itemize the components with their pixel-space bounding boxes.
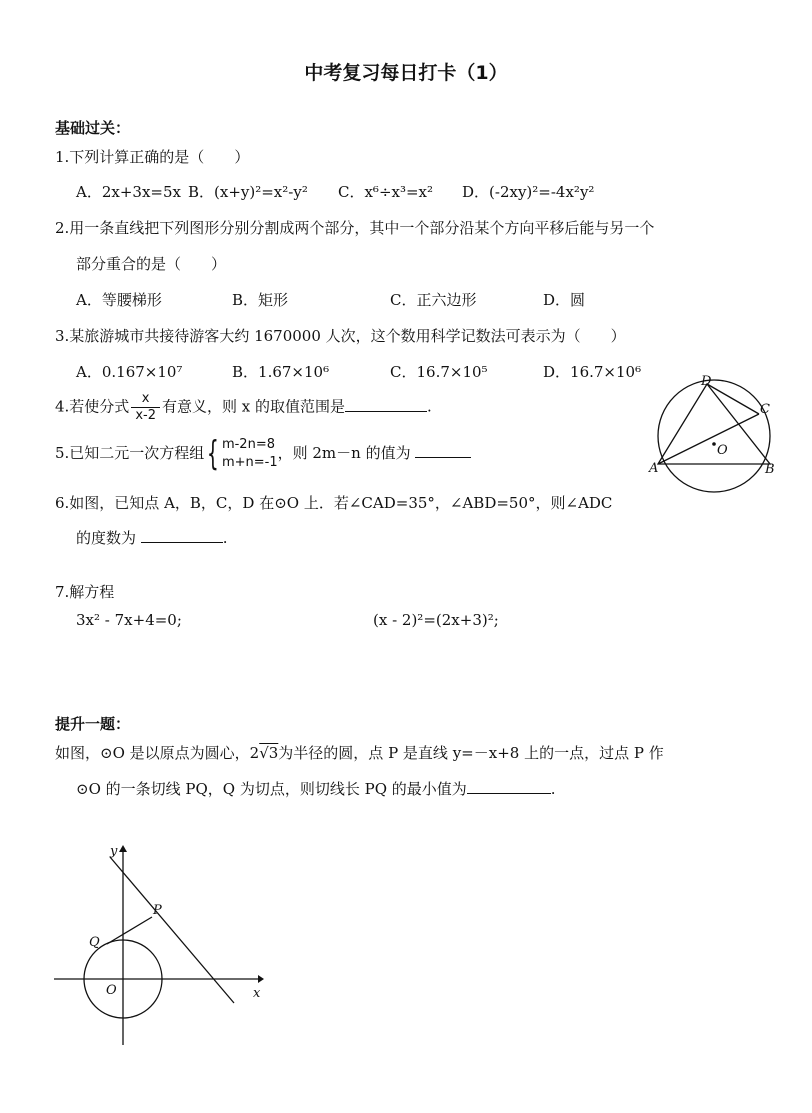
q3-option-c: C．16.7×10⁵ <box>390 363 488 381</box>
label-d: D <box>701 374 712 389</box>
q3-option-d: D．16.7×10⁶ <box>543 363 642 381</box>
q4-suffix: 有意义，则 x 的取值范围是 <box>161 397 345 416</box>
q8-end: . <box>550 780 556 798</box>
line-y-neg-x-plus-8 <box>110 857 234 1003</box>
q2-option-b: B．矩形 <box>232 291 289 309</box>
label-q: Q <box>89 935 100 950</box>
q1-option-c: C．x⁶÷x³=x² <box>338 183 434 201</box>
label-o2: O <box>106 983 117 998</box>
q4-prefix: 4.若使分式 <box>55 397 130 416</box>
label-o: O <box>717 443 728 458</box>
label-y: y <box>110 844 118 859</box>
circle-figure <box>648 372 788 508</box>
q8-line1-c: 为半径的圆，点 P 是直线 y=－x+8 上的一点，过点 P 作 <box>278 744 664 762</box>
label-a: A <box>649 461 659 476</box>
y-axis-arrow <box>119 845 127 852</box>
q2-option-c: C．正六边形 <box>390 291 477 309</box>
q1-option-d: D．(-2xy)²=-4x²y² <box>462 183 595 201</box>
q5-prefix: 5.已知二元一次方程组 <box>55 444 205 462</box>
chord-dc <box>707 384 759 414</box>
q8-sqrt3: √3 <box>259 744 279 762</box>
q6-answer-blank[interactable] <box>141 528 223 543</box>
section-advanced-heading: 提升一题： <box>55 715 131 733</box>
q5-brace: { <box>207 434 220 474</box>
q5-suffix: ，则 2m－n 的值为 <box>277 444 411 462</box>
section-basic-heading: 基础过关： <box>55 119 131 137</box>
q7-equation-2: (x - 2)²=(2x+3)²; <box>373 611 499 629</box>
q5-answer-blank[interactable] <box>415 443 471 458</box>
q3-option-a: A．0.167×10⁷ <box>76 363 183 381</box>
x-axis-arrow <box>258 975 264 983</box>
q8-line1-a: 如图，⊙O 是以原点为圆心，2 <box>55 744 260 762</box>
q3-stem: 3.某旅游城市共接待游客大约 1670000 人次，这个数用科学记数法可表示为（ ） <box>55 327 626 345</box>
coordinate-figure <box>50 840 270 1050</box>
q1-option-a: A．2x+3x=5x <box>76 183 181 201</box>
q2-option-a: A．等腰梯形 <box>76 291 162 309</box>
q1-stem: 1.下列计算正确的是（ ） <box>55 148 250 166</box>
q6-line2 <box>76 527 228 548</box>
label-b: B <box>765 462 775 477</box>
q4-numerator: x <box>131 391 160 408</box>
q8-line2 <box>76 778 556 799</box>
q2-stem-line2: 部分重合的是（ ） <box>76 255 227 273</box>
q2-option-d: D．圆 <box>543 291 586 309</box>
q7-stem: 7.解方程 <box>55 583 115 601</box>
q8-line1 <box>55 742 664 763</box>
q2-stem-line1: 2.用一条直线把下列图形分别分割成两个部分，其中一个部分沿某个方向平移后能与另一个 <box>55 219 655 237</box>
center-dot <box>712 442 716 446</box>
q5-system <box>222 436 278 472</box>
q4-denominator: x-2 <box>135 408 156 423</box>
q7-equation-1: 3x² - 7x+4=0; <box>76 611 182 629</box>
q5-line <box>55 436 471 472</box>
page-title: 中考复习每日打卡（1） <box>304 62 508 84</box>
q1-option-b: B．(x+y)²=x²-y² <box>188 183 308 201</box>
q4-end: . <box>426 397 432 416</box>
q8-answer-blank[interactable] <box>467 779 551 794</box>
q5-equation-2: m+n=-1 <box>221 455 278 470</box>
q4-line <box>55 391 432 424</box>
label-p: P <box>153 903 162 918</box>
q3-option-b: B．1.67×10⁶ <box>232 363 330 381</box>
q6-line1: 6.如图，已知点 A，B，C，D 在⊙O 上．若∠CAD=35°，∠ABD=50°，则∠ADC <box>55 494 613 512</box>
q6-line2-text: 的度数为 <box>76 529 137 547</box>
q8-line2-text: ⊙O 的一条切线 PQ，Q 为切点，则切线长 PQ 的最小值为 <box>76 780 467 798</box>
label-x: x <box>253 986 261 1001</box>
q5-equation-1: m-2n=8 <box>221 437 275 452</box>
label-c: C <box>760 402 770 417</box>
q6-end: . <box>222 529 228 547</box>
q4-fraction <box>131 391 160 424</box>
q4-answer-blank[interactable] <box>345 397 427 412</box>
